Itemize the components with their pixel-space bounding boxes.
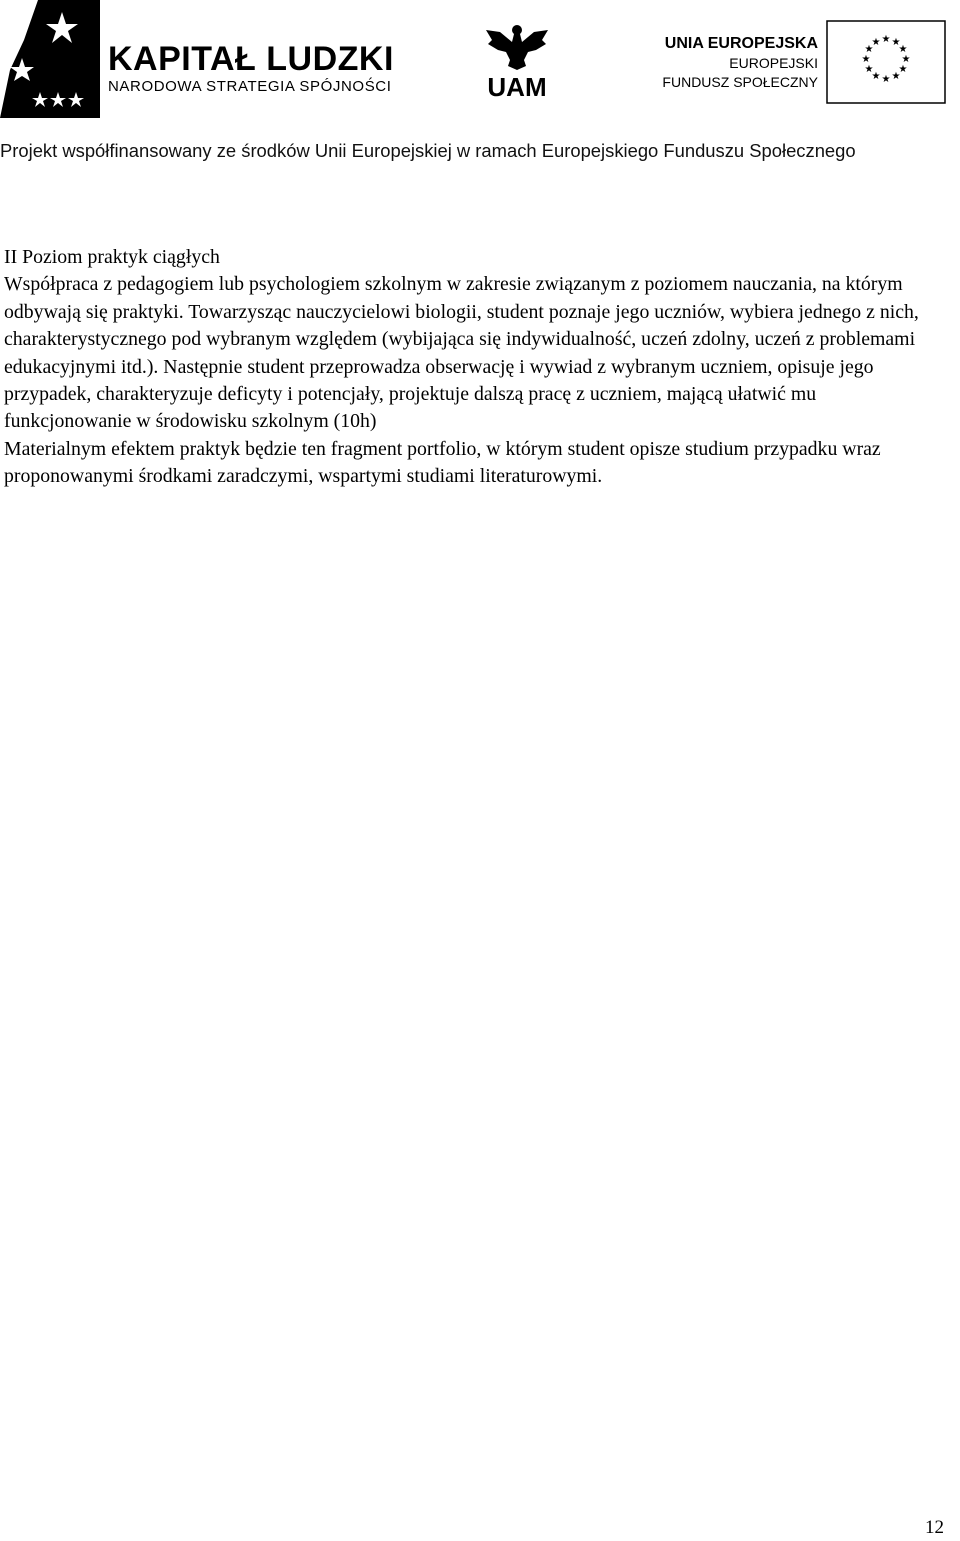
kapital-ludzki-subtitle: NARODOWA STRATEGIA SPÓJNOŚCI: [108, 78, 392, 95]
eu-label: [648, 34, 818, 92]
uam-logo-text: UAM: [487, 72, 547, 102]
document-body: [4, 244, 944, 491]
body-paragraph-2: Materialnym efektem praktyk będzie ten fragment portfolio, w którym student opisze studium przypadku wraz proponowanymi środkami zaradczymi, wspartymi studiami literaturowymi.: [4, 437, 881, 488]
eu-label-line1: UNIA EUROPEJSKA: [664, 35, 818, 52]
eu-flag-icon: [826, 20, 946, 104]
svg-text:★: ★: [891, 71, 901, 82]
svg-text:★: ★: [891, 37, 901, 48]
kapital-ludzki-wordmark: [108, 40, 408, 96]
svg-text:★: ★: [901, 54, 911, 65]
svg-text:★: ★: [898, 64, 908, 75]
svg-text:★: ★: [861, 54, 871, 65]
eu-label-line2: EUROPEJSKI: [729, 55, 818, 71]
svg-text:★: ★: [864, 44, 874, 55]
section-heading: II Poziom praktyk ciągłych: [4, 246, 220, 268]
kapital-ludzki-title: KAPITAŁ LUDZKI: [108, 40, 394, 78]
eu-label-line3: FUNDUSZ SPOŁECZNY: [662, 74, 818, 90]
kapital-ludzki-logo: [0, 0, 100, 118]
body-paragraph-1: Współpraca z pedagogiem lub psychologiem szkolnym w zakresie związanym z poziomem nauczania, na którym odbywają się praktyki. Towarzysząc nauczycielowi biologii, student poznaje jego uczniów, wybiera jednego z nich, charakterystycznego pod wybranym względem (wybijająca się indywidualność, uczeń zdolny, uczeń z problemami edukacyjnymi itd.). Następnie student przeprowadza obserwację i wywiad z wybranym uczniem, opisuje jego przypadek, charakteryzuje deficyty i potencjały, projektuje dalszą pracę z uczniem, mającą ułatwić mu funkcjonowanie w środowisku szkolnym (10h): [4, 273, 919, 433]
svg-text:★: ★: [871, 37, 881, 48]
svg-text:★: ★: [898, 44, 908, 55]
page-header: [0, 0, 960, 170]
svg-text:★: ★: [881, 74, 891, 85]
svg-text:★: ★: [881, 34, 891, 45]
svg-text:★: ★: [864, 64, 874, 75]
uam-eagle-logo: [484, 22, 550, 102]
project-cofinancing-line: Projekt współfinansowany ze środków Unii Europejskiej w ramach Europejskiego Funduszu Społecznego: [0, 140, 856, 161]
page-number: 12: [925, 1517, 944, 1538]
svg-text:★: ★: [871, 71, 881, 82]
